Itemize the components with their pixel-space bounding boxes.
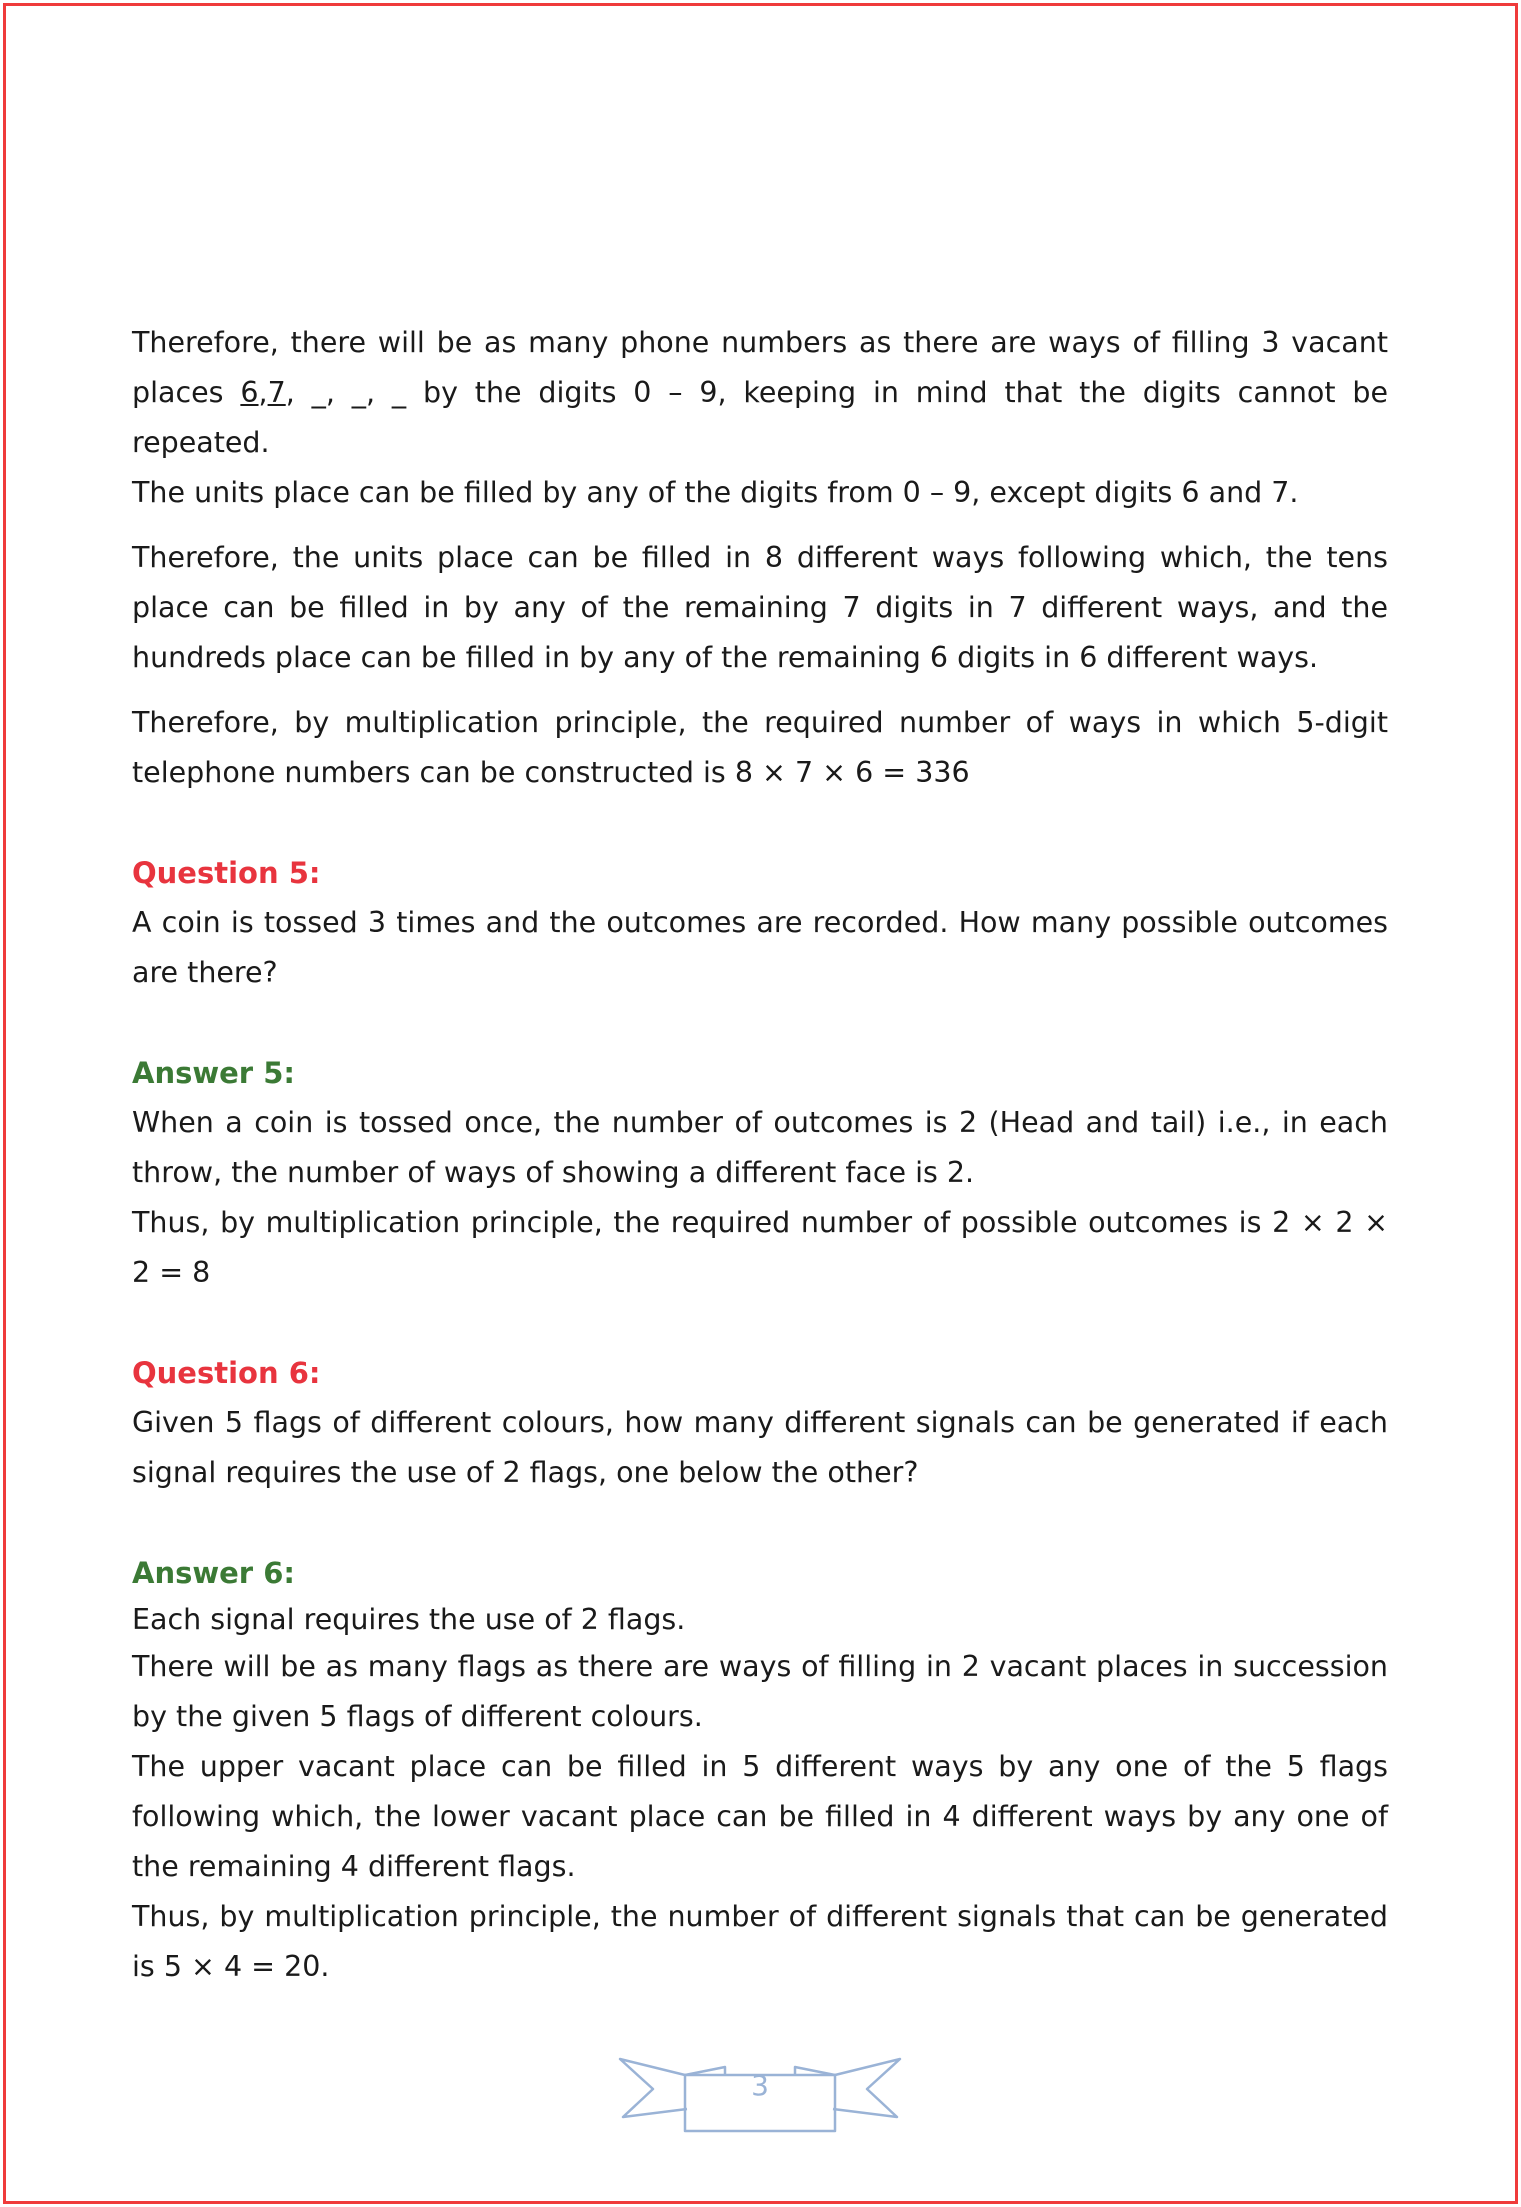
intro-text-a: Therefore, there will be as many phone numbers as there are ways of filling 3 vacant places <box>132 326 1388 409</box>
question-6-heading: Question 6: <box>132 1356 321 1390</box>
intro-paragraph-3: Therefore, by multiplication principle, the required number of ways in which 5-digit telephone numbers can be constructed is 8 × 7 × 6 = 336 <box>132 706 1388 789</box>
underlined-digit-7: 7 <box>267 376 286 409</box>
answer-5-paragraph-2: Thus, by multiplication principle, the required number of possible outcomes is 2 × 2 × 2 = 8 <box>132 1206 1388 1289</box>
answer-6-paragraph-3: The upper vacant place can be filled in 5 different ways by any one of the 5 flags following which, the lower vacant place can be filled in 4 different ways by any one of the remaining 4 different flags. <box>132 1750 1388 1883</box>
question-5-text: A coin is tossed 3 times and the outcomes are recorded. How many possible outcomes are there? <box>132 906 1388 989</box>
intro-text-b: , _, _, _ by the digits 0 – 9, keeping in mind that the digits cannot be repeated. <box>132 376 1388 459</box>
answer-5-heading: Answer 5: <box>132 1056 295 1090</box>
page-number-ribbon <box>615 2053 905 2133</box>
answer-5-paragraph-1: When a coin is tossed once, the number of outcomes is 2 (Head and tail) i.e., in each throw, the number of ways of showing a different face is 2. <box>132 1106 1388 1189</box>
question-5-heading: Question 5: <box>132 856 321 890</box>
intro-text-c: The units place can be filled by any of the digits from 0 – 9, except digits 6 and 7. <box>132 476 1299 509</box>
page-number: 3 <box>751 2069 769 2102</box>
question-6-text: Given 5 flags of different colours, how many different signals can be generated if each signal requires the use of 2 flags, one below the other? <box>132 1406 1388 1489</box>
document-body <box>132 318 1388 1992</box>
underlined-digit-6: 6 <box>240 376 259 409</box>
answer-6-heading: Answer 6: <box>132 1556 295 1590</box>
answer-6-paragraph-1: Each signal requires the use of 2 flags. <box>132 1603 686 1636</box>
answer-6-paragraph-4: Thus, by multiplication principle, the number of different signals that can be generated is 5 × 4 = 20. <box>132 1900 1388 1983</box>
intro-paragraph-2: Therefore, the units place can be filled in 8 different ways following which, the tens place can be filled in by any of the remaining 7 digits in 7 different ways, and the hundreds place can be filled in by any of the remaining 6 digits in 6 different ways. <box>132 541 1388 674</box>
answer-6-paragraph-2: There will be as many flags as there are ways of filling in 2 vacant places in succession by the given 5 flags of different colours. <box>132 1650 1388 1733</box>
intro-paragraph-1 <box>132 318 1388 518</box>
intro-comma: , <box>258 376 268 409</box>
